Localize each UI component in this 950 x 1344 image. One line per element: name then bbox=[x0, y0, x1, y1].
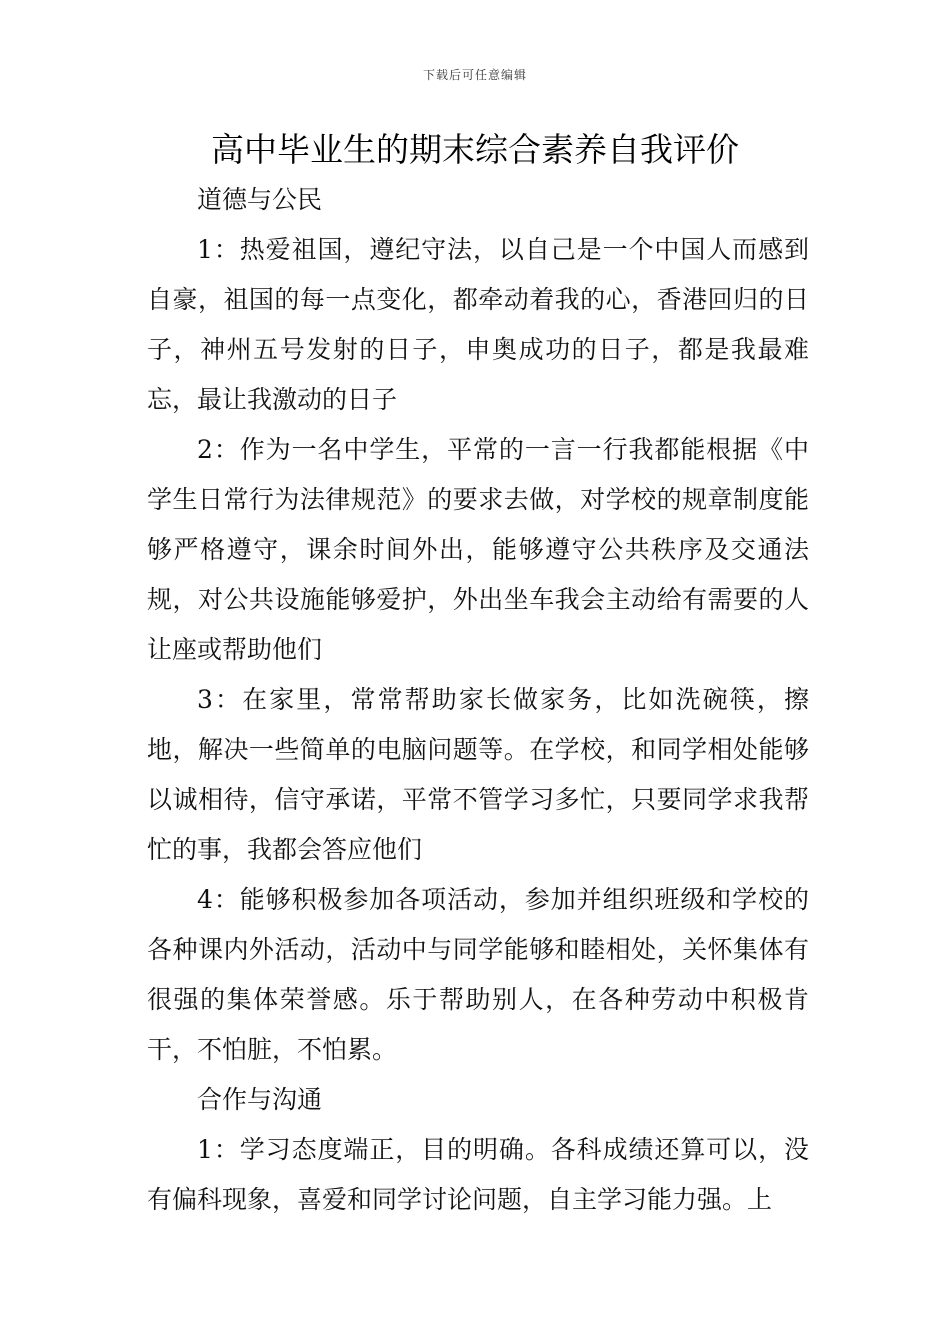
document-title: 高中毕业生的期末综合素养自我评价 bbox=[211, 130, 739, 169]
paragraph-morality-1: 1：热爱祖国，遵纪守法，以自己是一个中国人而感到自豪，祖国的每一点变化，都牵动着我的心，香港回归的日子，神州五号发射的日子，申奥成功的日子，都是我最难忘，最让我激动的日子 bbox=[147, 235, 809, 414]
paragraph-morality-3: 3：在家里，常常帮助家长做家务，比如洗碗筷，擦地，解决一些简单的电脑问题等。在学校，和同学相处能够以诚相待，信守承诺，平常不管学习多忙，只要同学求我帮忙的事，我都会答应他们 bbox=[147, 685, 809, 864]
paragraph-cooperation-1: 1：学习态度端正，目的明确。各科成绩还算可以，没有偏科现象，喜爱和同学讨论问题，自主学习能力强。上 bbox=[147, 1135, 809, 1214]
document-body bbox=[147, 175, 809, 1225]
paragraph-morality-2: 2：作为一名中学生，平常的一言一行我都能根据《中学生日常行为法律规范》的要求去做，对学校的规章制度能够严格遵守，课余时间外出，能够遵守公共秩序及交通法规，对公共设施能够爱护，外出坐车我会主动给有需要的人让座或帮助他们 bbox=[147, 435, 809, 664]
page-header: 下载后可任意编辑 bbox=[422, 68, 527, 82]
paragraph-morality-4: 4：能够积极参加各项活动，参加并组织班级和学校的各种课内外活动，活动中与同学能够和睦相处，关怀集体有很强的集体荣誉感。乐于帮助别人，在各种劳动中积极肯干，不怕脏，不怕累。 bbox=[147, 885, 809, 1064]
section-heading-cooperation: 合作与沟通 bbox=[197, 1085, 323, 1114]
section-heading-morality: 道德与公民 bbox=[197, 185, 323, 214]
